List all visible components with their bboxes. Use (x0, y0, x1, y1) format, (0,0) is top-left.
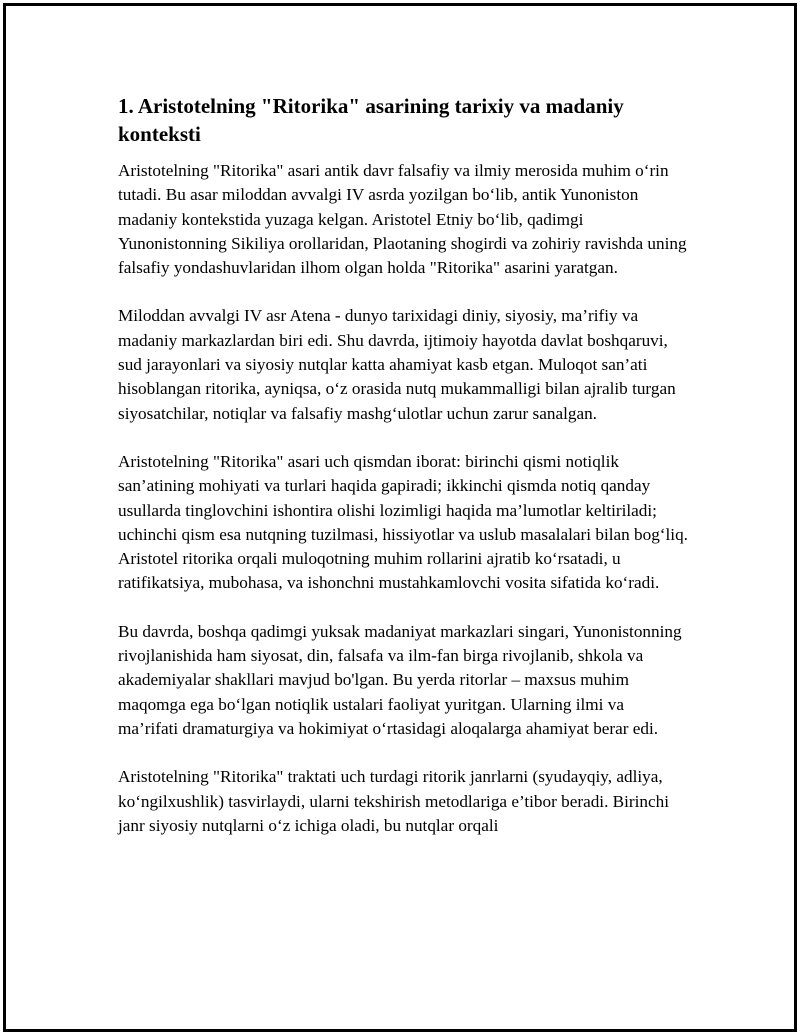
paragraph-2: Miloddan avvalgi IV asr Atena - dunyo tarixidagi diniy, siyosiy, ma’rifiy va madaniy markazlardan biri edi. Shu davrda, ijtimoiy hayotda davlat boshqaruvi, sud jarayonlari va siyosiy nutqlar katta ahamiyat kasb etgan. Muloqot san’ati hisoblangan ritorika, ayniqsa, o‘z orasida nutq mukammalligi bilan ajralib turgan siyosatchilar, notiqlar va falsafiy mashg‘ulotlar uchun zarur sanalgan. (118, 306, 676, 423)
section-heading: 1. Aristotelning "Ritorika" asarining tarixiy va madaniy konteksti (118, 94, 624, 146)
paragraph-1: Aristotelning "Ritorika" asari antik davr falsafiy va ilmiy merosida muhim o‘rin tutadi. Bu asar miloddan avvalgi IV asrda yozilgan bo‘lib, antik Yunoniston madaniy kontekstida yuzaga kelgan. Aristotel Etniy bo‘lib, qadimgi Yunonistonning Sikiliya orollaridan, Plaotaning shogirdi va zohiriy ravishda uning falsafiy yondashuvlaridan ilhom olgan holda "Ritorika" asarini yaratgan. (118, 161, 687, 278)
document-body (118, 92, 688, 862)
paragraph-3: Aristotelning "Ritorika" asari uch qismdan iborat: birinchi qismi notiqlik san’atining mohiyati va turlari haqida gapiradi; ikkinchi qismda notiq qanday usullarda tinglovchini ishontira olishi lozimligi haqida ma’lumotlar keltiriladi; uchinchi qism esa nutqning tuzilmasi, hissiyotlar va uslub masalalari bilan bog‘liq. Aristotel ritorika orqali muloqotning muhim rollarini ajratib ko‘rsatadi, u ratifikatsiya, mubohasa, va ishonchni mustahkamlovchi vosita sifatida ko‘radi. (118, 451, 688, 593)
paragraph-4: Bu davrda, boshqa qadimgi yuksak madaniyat markazlari singari, Yunonistonning rivojlanishida ham siyosat, din, falsafa va ilm-fan birga rivojlanib, shkola va akademiyalar shakllari mavjud bo'lgan. Bu yerda ritorlar – maxsus muhim maqomga ega bo‘lgan notiqlik ustalari faoliyat yuritgan. Ularning ilmi va ma’rifati dramaturgiya va hokimiyat o‘rtasidagi aloqalarga ahamiyat berar edi. (118, 621, 682, 738)
paragraph-5: Aristotelning "Ritorika" traktati uch turdagi ritorik janrlarni (syudayqiy, adliya, ko‘ngilxushlik) tasvirlaydi, ularni tekshirish metodlariga e’tibor beradi. Birinchi janr siyosiy nutqlarni o‘z ichiga oladi, bu nutqlar orqali (118, 767, 669, 835)
